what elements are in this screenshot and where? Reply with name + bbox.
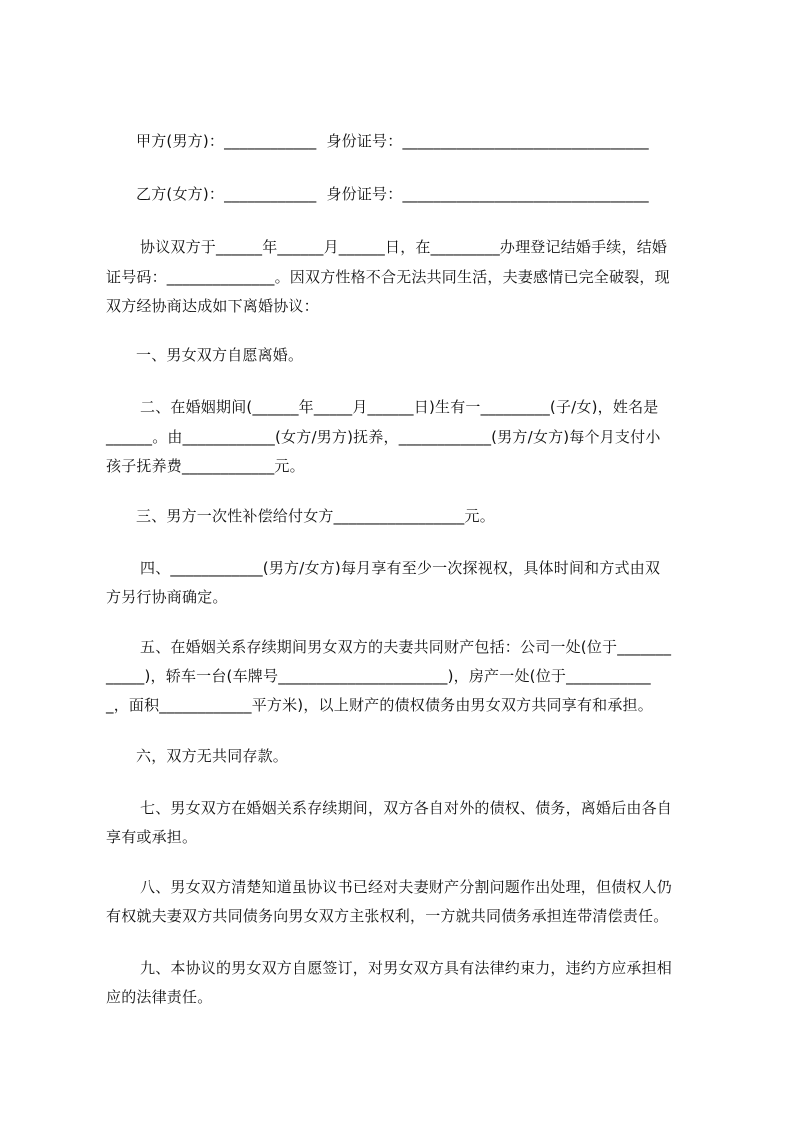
clause-2-line-3: 孩子抚养费____________元。: [106, 457, 305, 475]
intro-line-3: 双方经协商达成如下离婚协议：: [106, 297, 319, 315]
clause-9-line-2: 应的法律责任。: [106, 988, 213, 1006]
clause-4-line-1: 四、____________(男方/女方)每月享有至少一次探视权，具体时间和方式由双: [140, 559, 661, 577]
clause-1: 一、男女双方自愿离婚。: [136, 346, 304, 364]
party-a-line: 甲方(男方)：____________ 身份证号：________________________________: [136, 132, 649, 150]
clause-5-line-2: _____)，轿车一台(车牌号______________________)，房产一处(位于___________: [106, 667, 651, 685]
clause-6: 六，双方无共同存款。: [136, 747, 289, 765]
clause-5-line-1: 五、在婚姻关系存续期间男女双方的夫妻共同财产包括：公司一处(位于_______: [140, 638, 672, 656]
clause-2-line-1: 二、在婚姻期间(______年_____月______日)生有一_________(子/女)，姓名是: [140, 398, 659, 416]
intro-line-2: 证号码：______________。因双方性格不合无法共同生活，夫妻感情已完全破裂，现: [106, 268, 670, 286]
clause-2-line-2: ______。由____________(女方/男方)抚养，____________(男方/女方)每个月支付小: [106, 428, 661, 446]
clause-9-line-1: 九、本协议的男女双方自愿签订，对男女双方具有法律约束力，违约方应承担相: [140, 959, 673, 977]
party-b-line: 乙方(女方)：____________ 身份证号：________________________________: [136, 185, 649, 203]
clause-7-line-2: 享有或承担。: [106, 828, 198, 846]
clause-4-line-2: 方另行协商确定。: [106, 588, 228, 606]
clause-5-line-3: _，面积____________平方米)，以上财产的债权债务由男女双方共同享有和承担。: [106, 696, 653, 714]
clause-8-line-1: 八、男女双方清楚知道虽协议书已经对夫妻财产分割问题作出处理，但债权人仍: [140, 878, 673, 896]
intro-line-1: 协议双方于______年______月______日，在_________办理登记结婚手续，结婚: [140, 238, 668, 256]
clause-8-line-2: 有权就夫妻双方共同债务向男女双方主张权利，一方就共同债务承担连带清偿责任。: [106, 907, 669, 925]
clause-7-line-1: 七、男女双方在婚姻关系存续期间，双方各自对外的债权、债务，离婚后由各自: [140, 799, 673, 817]
clause-3: 三、男方一次性补偿给付女方_________________元。: [136, 507, 495, 525]
